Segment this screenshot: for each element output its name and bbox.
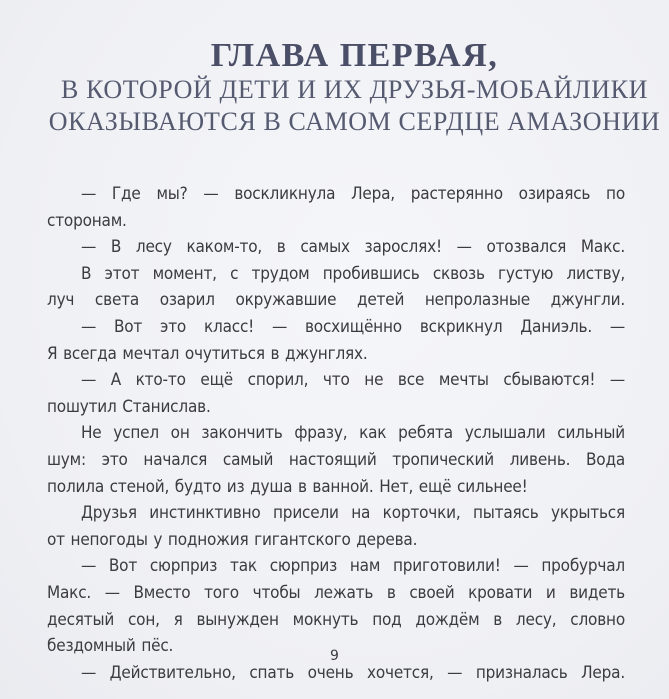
text-line: пошутил Станислав. [47, 396, 211, 417]
text-line: Друзья инстинктивно присели на корточки, пытаясь укрыться [81, 503, 625, 524]
text-line: В этот момент, с трудом пробившись сквозь густую листву, [81, 263, 625, 284]
page-number: 9 [330, 648, 339, 664]
text-line: — Действительно, спать очень хочется, — призналась Лера. [81, 662, 625, 683]
text-line: — Вот это класс! — восхищённо вскрикнул Даниэль. — [81, 316, 625, 337]
text-line: — Где мы? — воскликнула Лера, растерянно озираясь по [81, 184, 625, 204]
text-line: Макс. — Вместо того чтобы лежать в своей кровати и видеть [47, 582, 625, 603]
text-line: полила стеной, будто из душа в ванной. Нет, ещё сильнее! [47, 476, 528, 497]
text-line: Не успел он закончить фразу, как ребята услышали сильный [81, 423, 625, 444]
text-line: — Вот сюрприз так сюрприз нам приготовили! — пробурчал [81, 556, 625, 577]
text-line: — А кто-то ещё спорил, что не все мечты сбываются! — [81, 370, 625, 391]
text-line: шум: это начался самый настоящий тропический ливень. Вода [47, 449, 625, 470]
body-text [47, 181, 625, 686]
text-line: от непогоды у подножия гигантского дерева. [47, 529, 418, 550]
text-line: десятый сон, я вынужден мокнуть под дождём в лесу, словно [47, 609, 625, 630]
text-line: луч света озарил окружавшие детей непролазные джунгли. [47, 290, 625, 311]
chapter-title: ГЛАВА ПЕРВАЯ, [210, 37, 499, 74]
chapter-heading [0, 38, 669, 138]
chapter-subtitle-line-1: В КОТОРОЙ ДЕТИ И ИХ ДРУЗЬЯ-МОБАЙЛИКИ [61, 75, 648, 104]
text-line: — В лесу каком-то, в самых зарослях! — отозвался Макс. [81, 237, 625, 258]
text-line: сторонам. [47, 210, 127, 231]
chapter-subtitle-line-2: ОКАЗЫВАЮТСЯ В САМОМ СЕРДЦЕ АМАЗОНИИ [48, 107, 661, 136]
text-line: Я всегда мечтал очутиться в джунглях. [47, 343, 368, 364]
text-line: бездомный пёс. [47, 636, 174, 657]
